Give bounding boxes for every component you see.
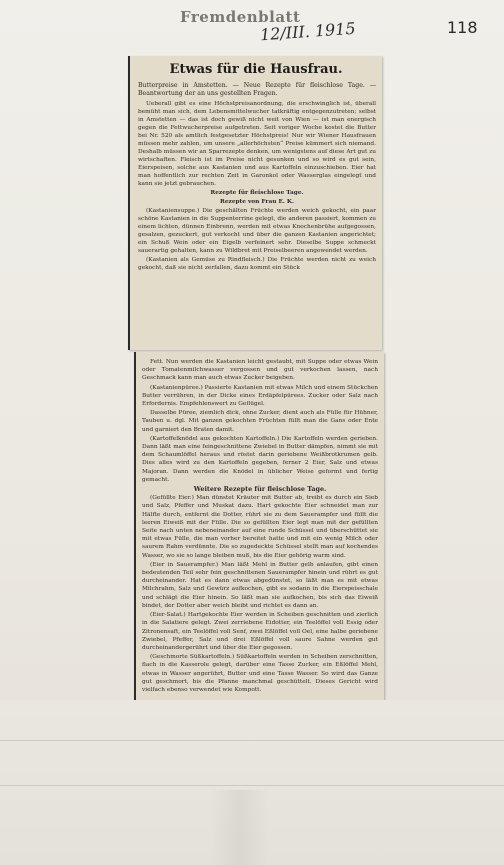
clipping-body xyxy=(142,358,378,718)
paragraph: Dasselbe Püree, ziemlich dick, ohne Zucker, dient auch als Fülle für Hühner, Tauben u. dgl. Mit ganzen gekochten Früchten füllt man die Gans oder Ente und garniert den Braten damit. xyxy=(142,410,378,433)
newspaper-clipping-top xyxy=(128,56,382,350)
paragraph: (Kastanien als Gemüse zu Rindfleisch.) Die Früchte werden nicht zu weich gekocht, daß sie nicht zerfallen, dazu kommt ein Stück xyxy=(138,257,376,271)
section-heading: Weitere Rezepte für fleischlose Tage. xyxy=(193,485,327,494)
handwritten-date: 12/III. 1915 xyxy=(259,18,357,45)
paragraph: (Eier-Salat.) Hartgekochte Eier werden in Scheiben geschnitten und zierlich in die Salatiere gelegt. Zwei zerriebene Eidotter, ein Teelöffel voll Essig oder Zitronensaft, ein Teelöffel voll Senf, zwei Eßlöffel voll Oel, eine halbe geriebene Zwiebel, Pfeffer, Salz und drei Eßlöffel voll saure Sahne werden gut durcheinandergerührt und über die Eier gegossen. xyxy=(142,612,378,651)
newspaper-name: Fremdenblatt xyxy=(180,8,301,26)
page-shadow xyxy=(210,790,270,865)
page-number: 118 xyxy=(447,18,478,37)
paragraph: (Kastaniensuppe.) Die geschälten Früchte werden weich gekocht, ein paar schöne Kastanien in die Suppenterrine gelegt, die anderen passiert, kommen zu einem lichten, dünnen Einbrenn, werden mit etwas Knochenbrühe aufgegossen, gesalzen, gezuckert, gut verkocht und über die ganzen Kastanien angerichtet; ein Schuß Wein oder ein Eigelb verfeinert sehr. Dieselbe Suppe schmeckt sauerartig gehalten, kann zu Wildbret mit Preiselbeeren angewendet werden. xyxy=(138,208,376,254)
clipping-subtitle: Butterpreise in Amstetten. — Neue Rezepte für fleischlose Tage. — Beantwortung der an uns gestellten Fragen. xyxy=(138,82,376,97)
newspaper-clipping-bottom xyxy=(134,352,384,722)
paragraph: Fett. Nun werden die Kastanien leicht gestaubt, mit Suppe oder etwas Wein oder Tomatenmilchwasser vergossen und gut verkochen lassen, nach Geschmack kann man auch etwas Zucker beigeben. xyxy=(142,359,378,382)
section-heading: Rezepte für fleischlose Tage. xyxy=(210,190,304,196)
paragraph: (Kastanienpüree.) Passierte Kastanien mit etwas Milch und einem Stückchen Butter verrühren, in der Dicke eines Erdäpfelpürees. Zucker oder Salz nach Erfordernis. Empfehlenswert zu Geflügel. xyxy=(142,384,378,408)
paragraph: (Gefüllte Eier.) Man dünstet Kräuter mit Butter ab, treibt es durch ein Sieb und Salz, Pfeffer und Muskat dazu. Hart gekochte Eier schneidet man zur Hälfte durch, entfernt die Dotter, rührt sie zu dem Sauerampfer und füllt die leeren Eiweiß mit der Fülle. Die so gefüllten Eier legt man mit der gefüllten Seite nach unten nebeneinander auf eine runde Schüssel und überschüttet sie mit etwas Fülle, die man vorher bereitet hatte und mit ein wenig Milch oder saurem Rahm verdünnte. Die so zugedeckte Schüssel stellt man auf kochendes Wasser, wo sie so lange bleiben muß, bis die Eier gehörig warm sind. xyxy=(142,495,378,559)
clipping-title: Etwas für die Hausfrau. xyxy=(169,62,343,77)
paragraph: (Geschmorte Süßkartoffeln.) Süßkartoffeln werden in Scheiben zerschnitten, flach in die Kasserole gelegt, darüber eine Tasse Zucker, ein Eßlöffel Mehl, etwas in Wasser angerührt, Butter und eine Tasse Wasser. So wird das Ganze gut geschmort, bis die Pfanne manchmal geschüttelt. Dieses Gericht wird vielfach ebenso verwendet wie Kompott. xyxy=(142,654,378,693)
paragraph: (Eier in Sauerampfer.) Man läßt Mehl in Butter gelb anlaufen, gibt einen bedeutenden Teil sehr fein geschnittenen Sauerampfer hinein und rührt es gut durcheinander. Hat es dann etwas abgedünstet, so läßt man es mit etwas Milchrahm, Salz und Gewürz aufkochen, gibt es sodann in die Eierspeisschale und schlägt die Eier hinein. So läßt man sie aufkochen, bis sich das Eiweiß bindet, der Dotter aber weich bleibt und richtet es dann an. xyxy=(142,561,378,609)
fold-line xyxy=(0,785,504,786)
paragraph: Ueberall gibt es eine Höchstpreisanordnung, die erschwinglich ist, überall bemüht man sich, dem Lebensmittelwucher tatkräftig entgegenzutreten; selbst in Amstetten — das ist doch gewiß nicht weit von Wien — ist man energisch gegen die Fettwucherpreise aufgetreten. Seit voriger Woche kostet die Butter bei Nr. 520 als amtlich festgesetzter Höchstpreis! Nur wir Wiener Hausfrauen müssen mehr zahlen, um unsere „allerhöchsten“ Preise kümmert sich niemand. Deshalb müssen wir an Sparrezepte denken, um wenigstens auf diese Art gut zu wirtschaften. Fleisch ist im Preise nicht gesunken und so wird es gut sein, Eierspeisen, solche aus Kastanien und aus Kartoffeln einzuschieben. Eier hat man hoffentlich zur rechten Zeit in Garonkol oder Wasserglas eingelegt und kann sie jetzt gebrauchen. xyxy=(138,101,376,187)
section-heading: Rezepte von Frau E. K. xyxy=(220,199,294,205)
paragraph: (Kartoffelknödel aus gekochten Kartoffeln.) Die Kartoffeln werden gerieben. Dann läßt man eine feingeschnittene Zwiebel in Butter dämpfen, nimmt sie mit dem Schaumlöffel heraus und röstet darin geriebene Weißbrotkrumen gelb. Dies alles wird zu den Kartoffeln gegeben, ferner 2 Eier, Salz und etwas Majoran. Dann werden die Knödel in üblicher Weise geformt und fertig gemacht. xyxy=(142,435,378,483)
clipping-body xyxy=(138,100,376,344)
fold-line xyxy=(0,740,504,741)
